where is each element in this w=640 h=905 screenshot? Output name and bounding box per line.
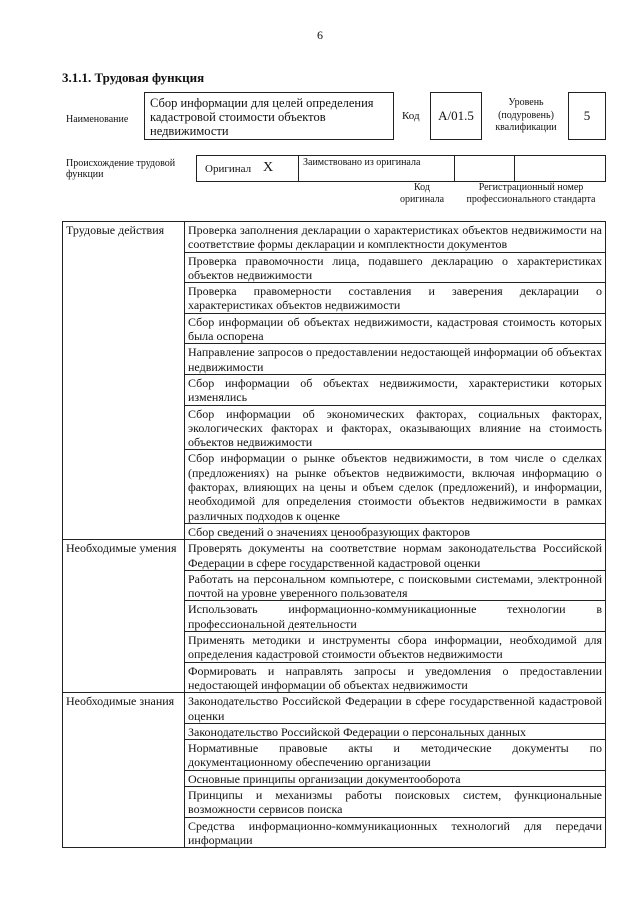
section-item: Сбор информации о рынке объектов недвижимости, в том числе о сделках (предложениях) на рынке объектов недвижимости, включая информацию о факторах, влияющих на цены и объем сделок (предложений), и информации, необходимой для определения стоимости объектов недвижимости в рамках различных подходов к оценке bbox=[185, 450, 606, 523]
section-heading: Необходимые знания bbox=[63, 693, 185, 848]
section-item: Направление запросов о предоставлении недостающей информации об объектах недвижимости bbox=[185, 344, 606, 375]
reg-number-label: Регистрационный номер профессионального стандарта bbox=[466, 182, 596, 205]
section-item: Использовать информационно-коммуникационные технологии в профессиональной деятельности bbox=[185, 601, 606, 632]
section-item: Основные принципы организации документооборота bbox=[185, 770, 606, 786]
section-item: Проверка правомерности составления и заверения декларации о характеристиках объектов недвижимости bbox=[185, 283, 606, 314]
section-item: Сбор информации об объектах недвижимости, характеристики которых изменялись bbox=[185, 374, 606, 405]
code-label: Код bbox=[402, 110, 420, 122]
section-item: Работать на персональном компьютере, с поисковыми системами, электронной почтой на уровне уверенного пользователя bbox=[185, 570, 606, 601]
section-title: 3.1.1. Трудовая функция bbox=[62, 70, 205, 85]
origin-label: Происхождение трудовой функции bbox=[66, 158, 176, 180]
function-name-field: Сбор информации для целей определения кадастровой стоимости объектов недвижимости bbox=[144, 92, 394, 140]
borrowed-label: Заимствовано из оригинала bbox=[303, 157, 421, 168]
borrowed-cell bbox=[299, 156, 455, 181]
section-item: Формировать и направлять запросы и уведомления о предоставлении недостающей информации об объектах недвижимости bbox=[185, 662, 606, 693]
code-original-cell bbox=[455, 156, 515, 181]
section-item: Сбор информации об объектах недвижимости, кадастровая стоимость которых была оспорена bbox=[185, 313, 606, 344]
level-label: Уровень (подуровень) квалификации bbox=[495, 97, 557, 133]
competency-table bbox=[62, 221, 606, 848]
code-original-label: Код оригинала bbox=[399, 182, 445, 205]
section-item: Средства информационно-коммуникационных технологий для передачи информации bbox=[185, 817, 606, 848]
level-field: 5 bbox=[568, 92, 606, 140]
section-item: Принципы и механизмы работы поисковых систем, функциональные возможности сервисов поиска bbox=[185, 786, 606, 817]
original-cell bbox=[197, 156, 299, 181]
table-row bbox=[63, 693, 606, 724]
section-item: Законодательство Российской Федерации о персональных данных bbox=[185, 723, 606, 739]
original-mark: X bbox=[263, 160, 274, 175]
section-item: Сбор информации об экономических факторах, социальных факторах, экологических факторах и факторах, оказывающих влияние на стоимость объектов недвижимости bbox=[185, 405, 606, 450]
function-code-field: A/01.5 bbox=[430, 92, 482, 140]
section-item: Нормативные правовые акты и методические документы по документационному обеспечению организации bbox=[185, 740, 606, 771]
name-label: Наименование bbox=[66, 114, 129, 125]
section-item: Сбор сведений о значениях ценообразующих факторов bbox=[185, 523, 606, 539]
section-item: Проверка заполнения декларации о характеристиках объектов недвижимости на соответствие формы декларации и комплектности документов bbox=[185, 222, 606, 253]
original-label: Оригинал bbox=[205, 163, 252, 175]
section-item: Законодательство Российской Федерации в сфере государственной кадастровой оценки bbox=[185, 693, 606, 724]
table-row bbox=[63, 222, 606, 253]
origin-row bbox=[196, 155, 606, 182]
table-row bbox=[63, 540, 606, 571]
section-item: Проверка правомочности лица, подавшего декларацию о характеристиках объектов недвижимости bbox=[185, 252, 606, 283]
page-number: 6 bbox=[317, 28, 323, 42]
section-heading: Необходимые умения bbox=[63, 540, 185, 693]
section-item: Проверять документы на соответствие нормам законодательства Российской Федерации в сфере государственной кадастровой оценки bbox=[185, 540, 606, 571]
section-item: Применять методики и инструменты сбора информации, необходимой для определения кадастровой стоимости объектов недвижимости bbox=[185, 632, 606, 663]
section-heading: Трудовые действия bbox=[63, 222, 185, 540]
